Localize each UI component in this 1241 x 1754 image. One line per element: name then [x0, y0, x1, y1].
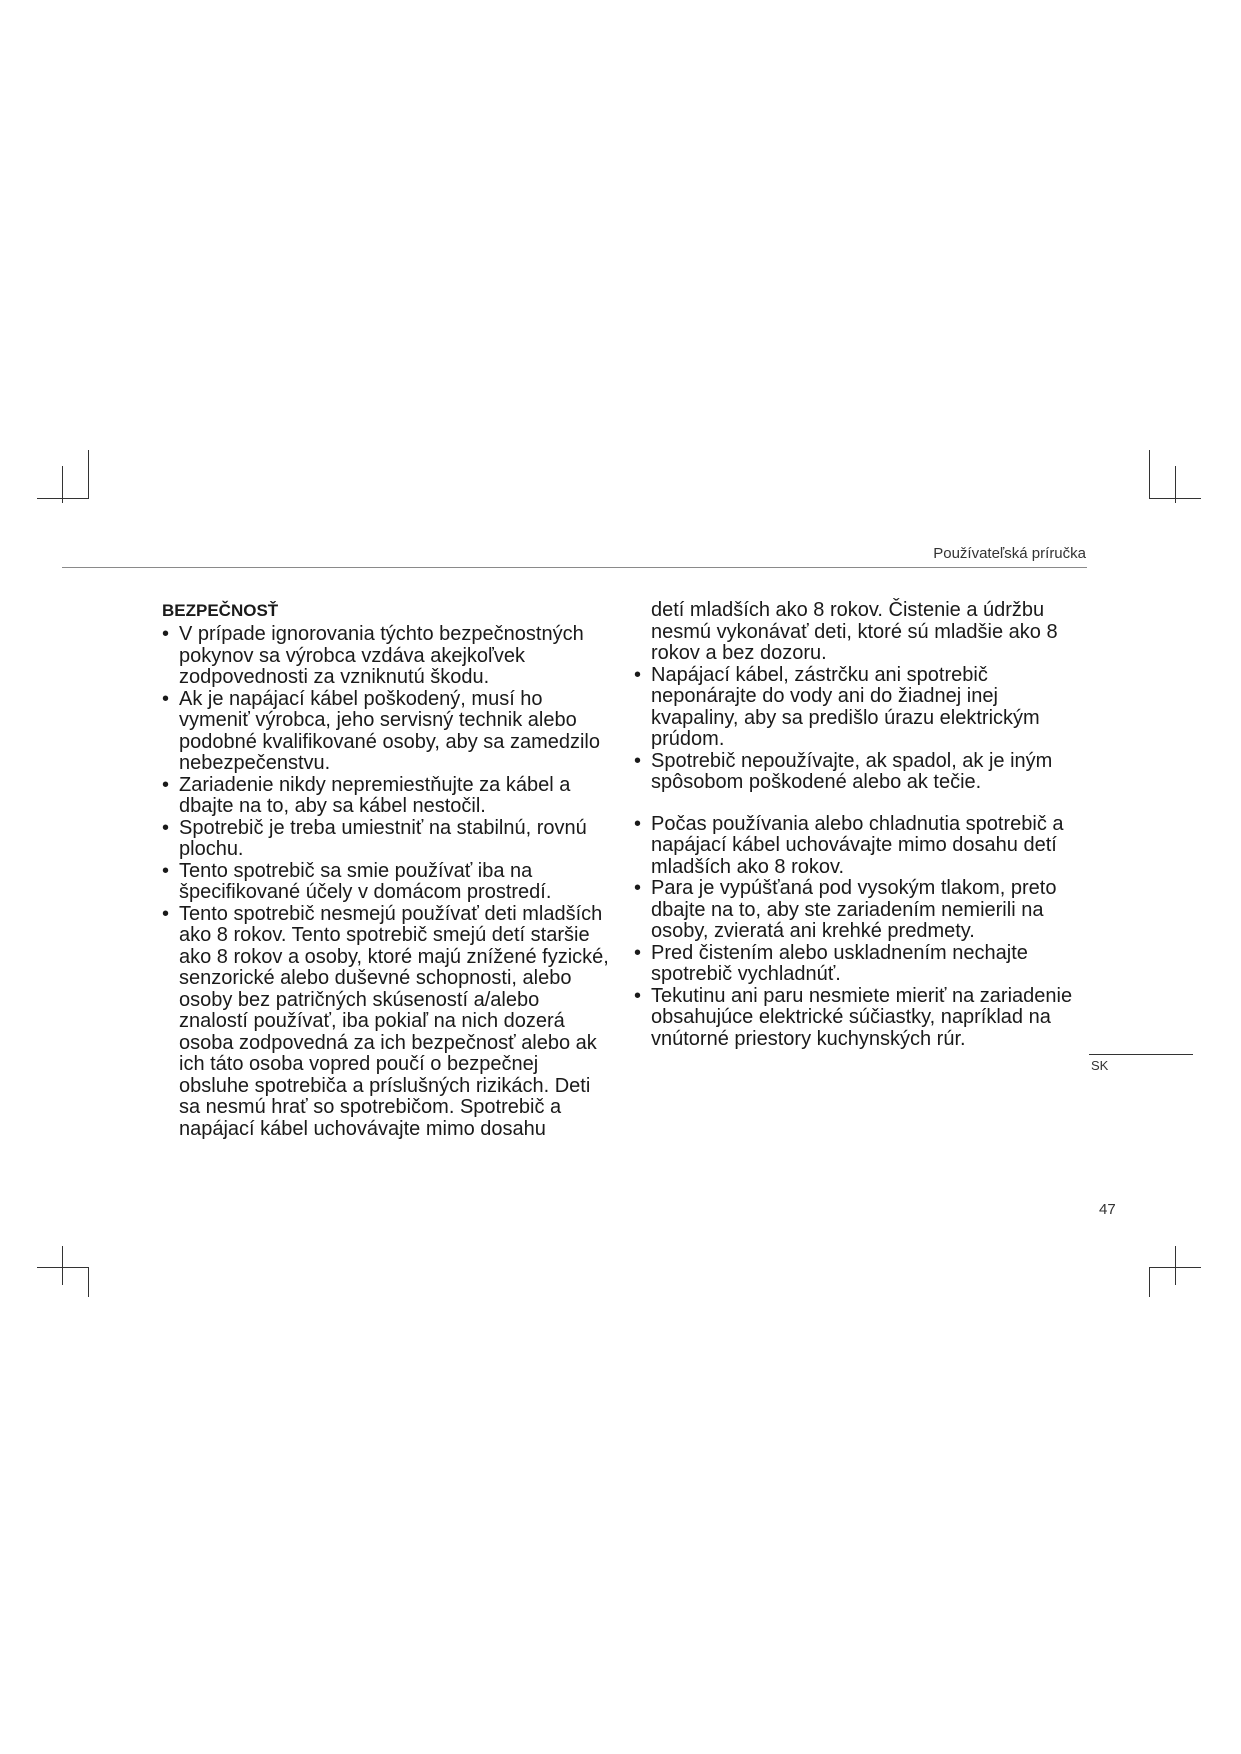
- list-item: • Zariadenie nikdy nepremiestňujte za kábel a dbajte na to, aby sa kábel nestočil.: [162, 775, 612, 818]
- list-item: • Spotrebič nepoužívajte, ak spadol, ak je iným spôsobom poškodené alebo ak tečie.: [634, 751, 1084, 794]
- list-item: • Para je vypúšťaná pod vysokým tlakom, preto dbajte na to, aby ste zariadením nemierili na osoby, zvieratá ani krehké predmety.: [634, 878, 1084, 943]
- safety-list-left: [162, 624, 612, 1140]
- language-code: SK: [1091, 1058, 1109, 1073]
- list-item: • Tento spotrebič sa smie používať iba na špecifikované účely v domácom prostredí.: [162, 861, 612, 904]
- running-header-title: Používateľská príručka: [933, 545, 1086, 562]
- left-column: [162, 600, 612, 1140]
- language-tab-rule: [1089, 1054, 1193, 1055]
- list-item: • Napájací kábel, zástrčku ani spotrebič neponárajte do vody ani do žiadnej inej kvapaliny, aby sa predišlo úrazu elektrickým prúdom.: [634, 665, 1084, 751]
- list-item: • V prípade ignorovania týchto bezpečnostných pokynov sa výrobca vzdáva akejkoľvek zodpovednosti za vzniknutú škodu.: [162, 624, 612, 689]
- safety-list-right-b: [634, 814, 1084, 1051]
- list-item: • Tekutinu ani paru nesmiete mieriť na zariadenie obsahujúce elektrické súčiastky, napríklad na vnútorné priestory kuchynských rúr.: [634, 986, 1084, 1051]
- continued-paragraph: detí mladších ako 8 rokov. Čistenie a údržbu nesmú vykonávať deti, ktoré sú mladšie ako 8 rokov a bez dozoru.: [651, 599, 1058, 664]
- section-heading: BEZPEČNOSŤ: [162, 601, 279, 620]
- header-divider: [62, 567, 1087, 568]
- right-column: [634, 600, 1084, 1050]
- list-item: • Počas používania alebo chladnutia spotrebič a napájací kábel uchovávajte mimo dosahu detí mladších ako 8 rokov.: [634, 814, 1084, 879]
- list-item: • Ak je napájací kábel poškodený, musí ho vymeniť výrobca, jeho servisný technik alebo podobné kvalifikované osoby, aby sa zamedzilo nebezpečenstvu.: [162, 689, 612, 775]
- list-item: • Tento spotrebič nesmejú používať deti mladších ako 8 rokov. Tento spotrebič smejú detí staršie ako 8 rokov a osoby, ktoré majú znížené fyzické, senzorické alebo duševné schopnosti, alebo osoby bez patričných skúseností a/alebo znalostí používať, iba pokiaľ na nich dozerá osoba zodpovedná za ich bezpečnosť alebo ak ich táto osoba vopred poučí o bezpečnej obsluhe spotrebiča a príslušných rizikách. Deti sa nesmú hrať so spotrebičom. Spotrebič a napájací kábel uchovávajte mimo dosahu: [162, 904, 612, 1141]
- list-item: • Pred čistením alebo uskladnením nechajte spotrebič vychladnúť.: [634, 943, 1084, 986]
- page-number: 47: [1099, 1201, 1116, 1218]
- spacer: [634, 794, 1084, 814]
- safety-list-right-a: [634, 665, 1084, 794]
- list-item: • Spotrebič je treba umiestniť na stabilnú, rovnú plochu.: [162, 818, 612, 861]
